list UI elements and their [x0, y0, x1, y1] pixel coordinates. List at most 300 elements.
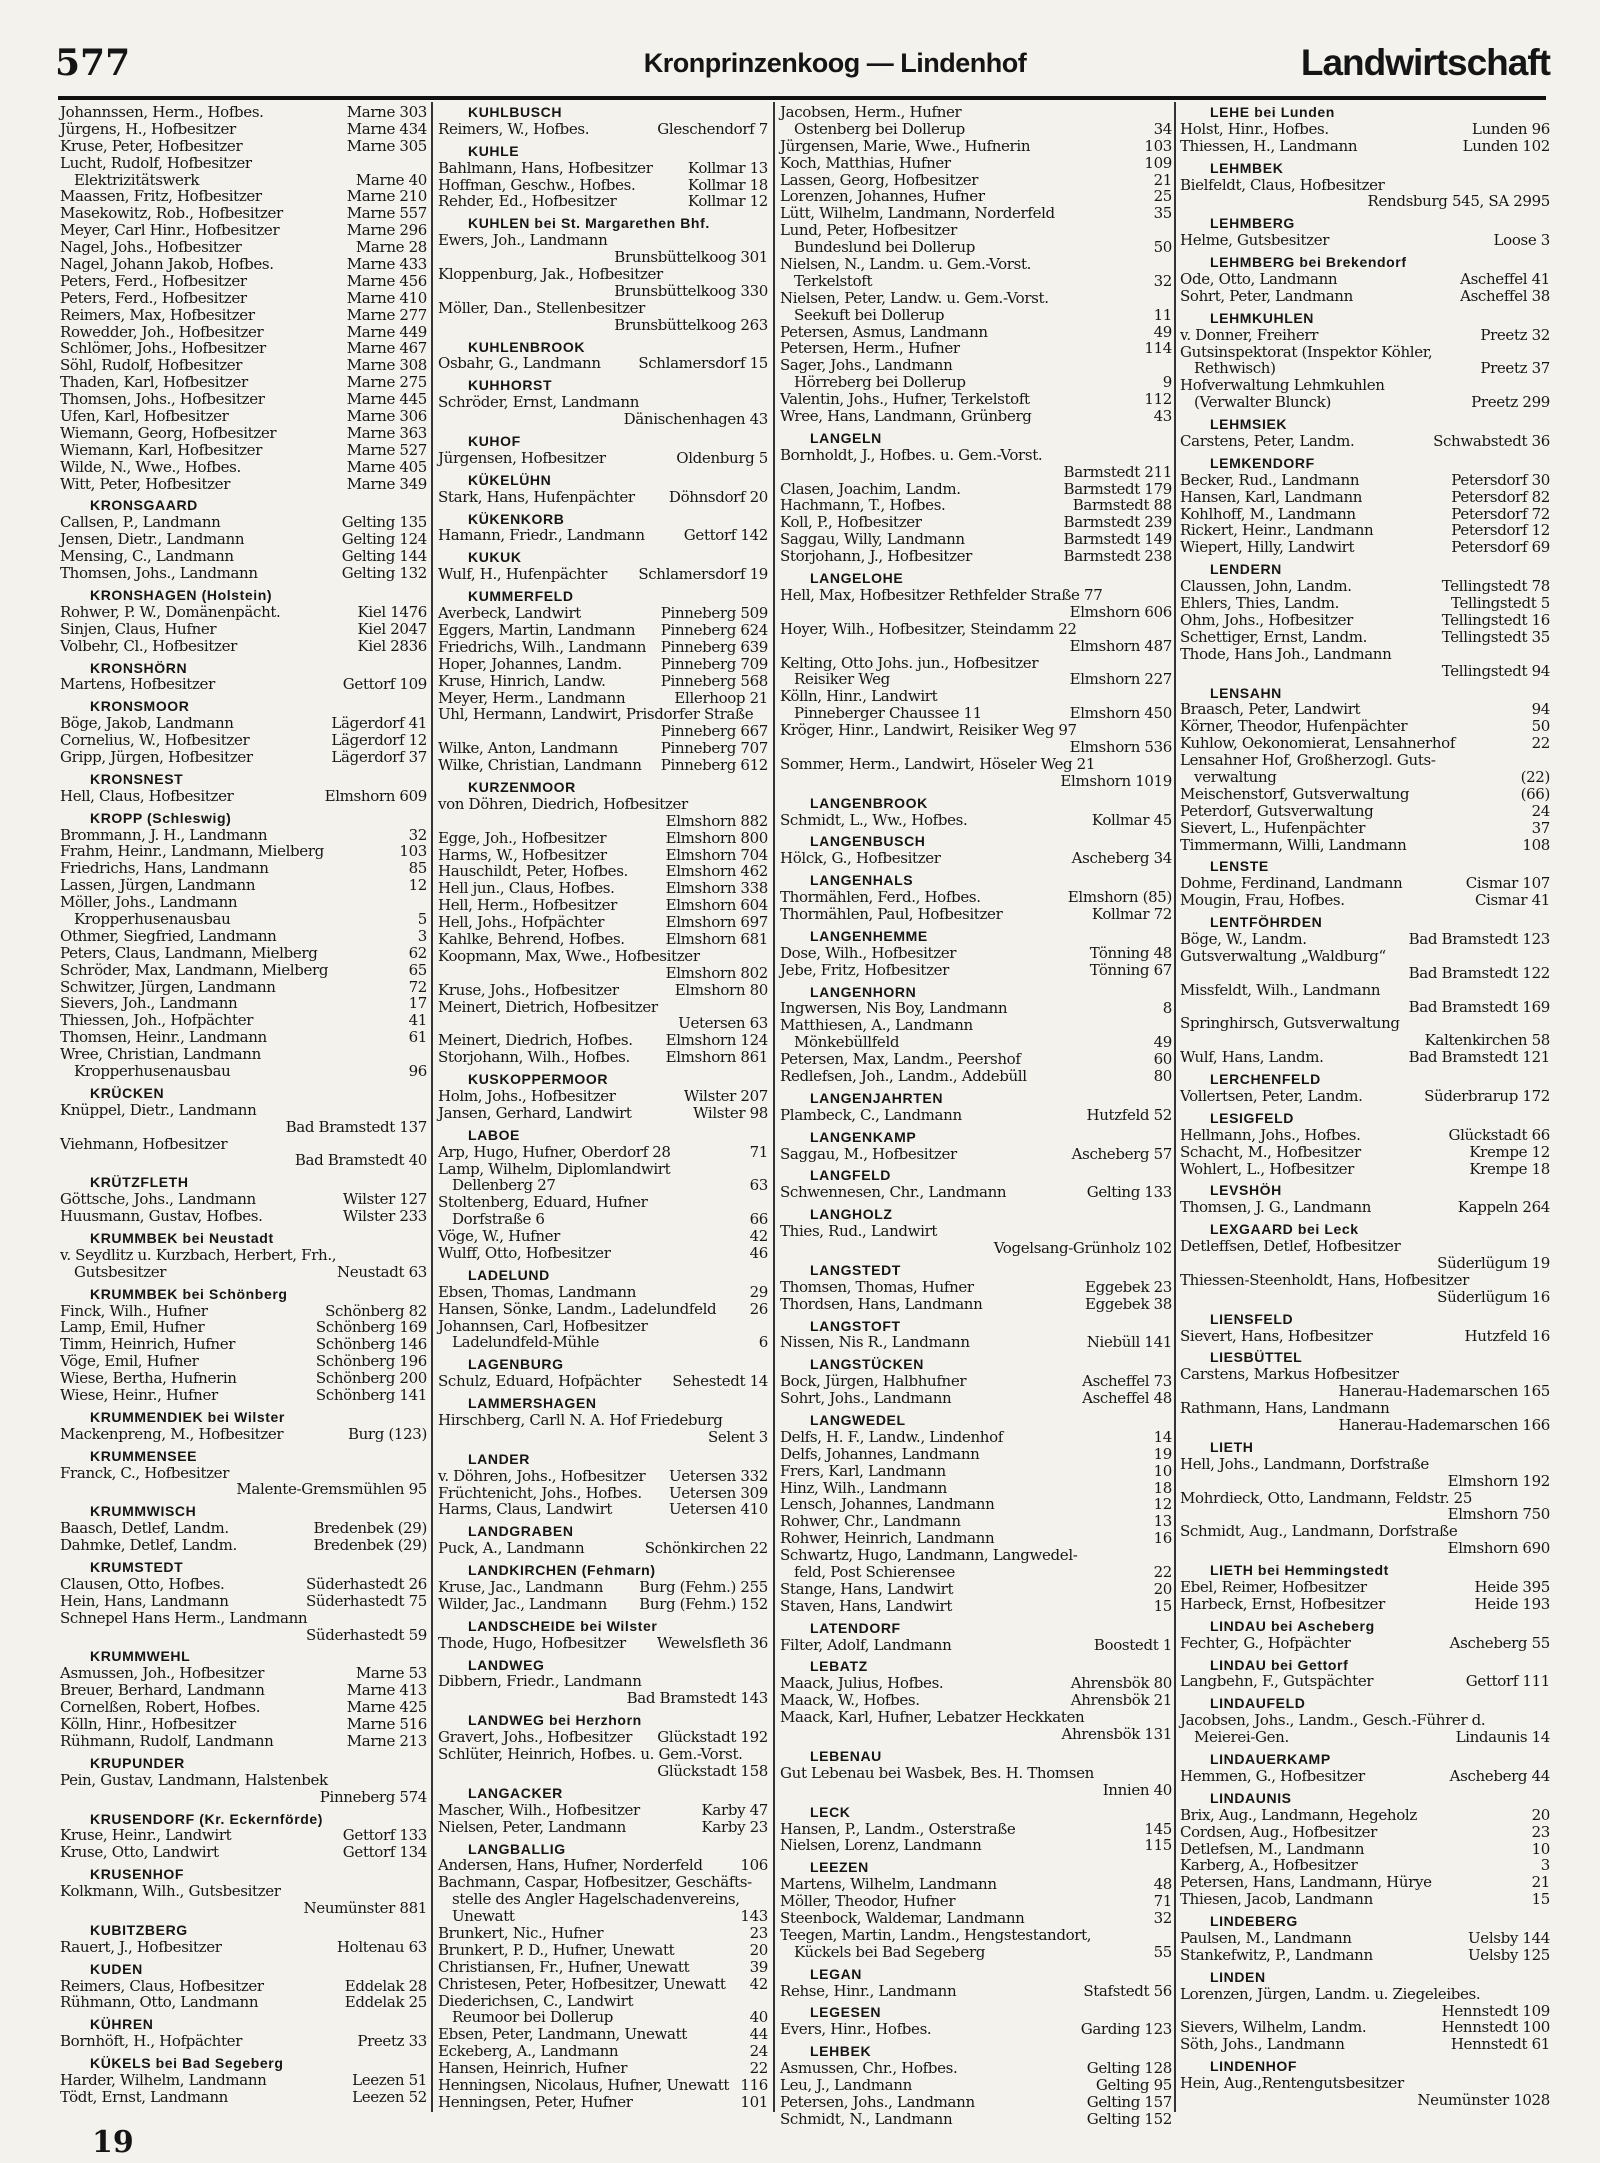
entry-phone: Bad Bramstedt 123: [1408, 929, 1550, 948]
entry-phone: Elmshorn 124: [665, 1031, 768, 1050]
directory-entry: [60, 172, 427, 189]
entry-phone: 145: [1144, 1819, 1172, 1838]
entry-name: Delfs, Johannes, Landmann: [780, 1444, 980, 1463]
entry-name: Reumoor bei Dollerup: [452, 2008, 614, 2027]
entry-name: Martens, Hofbesitzer: [60, 675, 215, 694]
directory-entry: [438, 1245, 768, 1262]
place-heading: LANGENHALS: [810, 872, 914, 889]
entry-name: Paulsen, M., Landmann: [1180, 1928, 1352, 1947]
entry-phone: Elmshorn 690: [1447, 1539, 1550, 1558]
place-heading: KURZENMOOR: [468, 778, 576, 795]
entry-name: Evers, Hinr., Hofbes.: [780, 2020, 932, 2039]
entry-phone: Gelting 133: [1086, 1183, 1172, 1202]
place-heading: KRUMMWEHL: [90, 1648, 191, 1665]
entry-phone: Burg (Fehm.) 152: [639, 1594, 768, 1613]
entry-name: Cornelßen, Robert, Hofbes.: [60, 1698, 261, 1717]
directory-entry: [1180, 506, 1550, 523]
place-heading: KRUMSTEDT: [90, 1559, 184, 1576]
entry-phone: Bad Bramstedt 137: [285, 1117, 427, 1136]
directory-entry: [780, 1893, 1172, 1910]
entry-phone: Tellingstedt 5: [1450, 594, 1550, 613]
entry-phone: Uetersen 332: [668, 1466, 768, 1485]
entry-name: Knüppel, Dietr., Landmann: [60, 1100, 257, 1119]
entry-phone: 48: [1153, 1875, 1172, 1894]
entry-name: Sievers, Joh., Landmann: [60, 994, 238, 1013]
entry-name: Helme, Gutsbesitzer: [1180, 231, 1330, 250]
entry-phone: Tellingstedt 94: [1441, 661, 1550, 680]
entry-continuation: [1180, 1032, 1550, 1049]
entry-name: Puck, A., Landmann: [438, 1539, 585, 1558]
entry-name: Hansen, Heinrich, Hufner: [438, 2059, 628, 2078]
entry-name: Früchtenicht, Johs., Hofbes.: [438, 1483, 642, 1502]
directory-entry: [438, 847, 768, 864]
directory-entry: [60, 676, 427, 693]
entry-phone: Barmstedt 149: [1063, 530, 1172, 549]
entry-phone: Gelting 132: [341, 564, 427, 583]
place-heading: KUHLENBROOK: [468, 338, 586, 355]
directory-entry: [438, 1485, 768, 1502]
entry-phone: Gettorf 134: [342, 1843, 427, 1862]
entry-phone: 50: [1153, 238, 1172, 257]
entry-continuation: [438, 1015, 768, 1032]
directory-entry: [60, 894, 427, 911]
entry-phone: Marne 425: [346, 1698, 427, 1717]
entry-name: Wiese, Bertha, Hufnerin: [60, 1369, 237, 1388]
entry-name: Storjohann, Wilh., Hofbes.: [438, 1048, 630, 1067]
directory-entry: [1180, 1824, 1550, 1841]
entry-name: Möller, Theodor, Hufner: [780, 1892, 956, 1911]
directory-entry: [438, 1579, 768, 1596]
directory-entry: [1180, 1712, 1550, 1729]
directory-entry: [1180, 1596, 1550, 1613]
entry-phone: Loose 3: [1493, 231, 1550, 250]
entry-name: Kelting, Otto Johs. jun., Hofbesitzer: [780, 653, 1039, 672]
entry-name: Pein, Gustav, Landmann, Halstenbek: [60, 1770, 328, 1789]
entry-phone: Marne 275: [346, 373, 427, 392]
entry-name: Johannsen, Carl, Hofbesitzer: [438, 1316, 648, 1335]
entry-continuation: [780, 739, 1172, 756]
directory-entry: [60, 307, 427, 324]
entry-name: Meinert, Dietrich, Hofbesitzer: [438, 997, 658, 1016]
entry-name: Kölln, Hinr., Landwirt: [780, 687, 938, 706]
entry-name: Schröder, Max, Landmann, Mielberg: [60, 960, 329, 979]
entry-name: Hellmann, Johs., Hofbes.: [1180, 1125, 1361, 1144]
entry-name: Missfeldt, Wilh., Landmann: [1180, 980, 1381, 999]
entry-name: Mensing, C., Landmann: [60, 547, 234, 566]
directory-entry: [60, 1303, 427, 1320]
entry-phone: Selent 3: [707, 1427, 768, 1446]
directory-entry: [438, 948, 768, 965]
entry-phone: Schlamersdorf 19: [638, 565, 768, 584]
entry-phone: Marne 210: [346, 187, 427, 206]
entry-name: Ebsen, Peter, Landmann, Unewatt: [438, 2025, 687, 2044]
place-heading: LAMMERSHAGEN: [468, 1395, 597, 1412]
entry-phone: Pinneberg 709: [660, 654, 768, 673]
entry-name: Bock, Jürgen, Halbhufner: [780, 1372, 967, 1391]
entry-continuation: [1180, 1473, 1550, 1490]
entry-name: Hell, Johs., Landmann, Dorfstraße: [1180, 1454, 1429, 1473]
directory-entry: [60, 843, 427, 860]
entry-name: Steenbock, Waldemar, Landmann: [780, 1908, 1025, 1927]
entry-phone: Gelting 157: [1086, 2092, 1172, 2111]
entry-name: Hörreberg bei Dollerup: [794, 373, 966, 392]
entry-phone: Oldenburg 5: [676, 448, 768, 467]
directory-entry: [60, 928, 427, 945]
entry-phone: Elmshorn 1019: [1060, 771, 1172, 790]
entry-phone: 103: [399, 842, 427, 861]
entry-phone: Barmstedt 239: [1063, 513, 1172, 532]
entry-phone: Burg (123): [347, 1424, 427, 1443]
directory-entry: [438, 1318, 768, 1335]
entry-continuation: [780, 1726, 1172, 1743]
entry-phone: Kiel 2836: [357, 636, 427, 655]
directory-entry: [1180, 1400, 1550, 1417]
entry-name: Sievert, Hans, Hofbesitzer: [1180, 1326, 1373, 1345]
entry-name: Wiemann, Georg, Hofbesitzer: [60, 423, 277, 442]
place-heading: KRONSGAARD: [90, 497, 198, 514]
entry-name: Rehse, Hinr., Landmann: [780, 1981, 957, 2000]
entry-name: Wulf, H., Hufenpächter: [438, 565, 608, 584]
entry-phone: Kiel 1476: [357, 602, 427, 621]
entry-phone: Niebüll 141: [1086, 1333, 1172, 1352]
entry-name: Gravert, Johs., Hofbesitzer: [438, 1728, 633, 1747]
directory-entry: [1180, 1015, 1550, 1032]
entry-name: Masekowitz, Rob., Hofbesitzer: [60, 204, 283, 223]
entry-phone: 49: [1153, 322, 1172, 341]
directory-entry: [60, 1046, 427, 1063]
place-heading: LEHMBEK: [1210, 159, 1284, 176]
directory-entry: [1180, 769, 1550, 786]
directory-entry: [438, 1105, 768, 1122]
entry-phone: Malente-Gremsmühlen 95: [236, 1480, 427, 1499]
entry-continuation: [438, 283, 768, 300]
entry-phone: Bredenbek (29): [313, 1519, 427, 1538]
directory-entry: [438, 266, 768, 283]
entry-name: Dohme, Ferdinand, Landmann: [1180, 874, 1403, 893]
directory-entry: [1180, 344, 1550, 361]
entry-name: Franck, C., Hofbesitzer: [60, 1463, 230, 1482]
directory-entry: [60, 1593, 427, 1610]
entry-name: Meyer, Carl Hinr., Hofbesitzer: [60, 221, 280, 240]
entry-name: Schwennesen, Chr., Landmann: [780, 1183, 1007, 1202]
entry-name: Rethwisch): [1194, 359, 1276, 378]
directory-entry: [1180, 138, 1550, 155]
entry-name: Brix, Aug., Landmann, Hegeholz: [1180, 1805, 1417, 1824]
directory-entry: [438, 1857, 768, 1874]
entry-phone: Pinneberg 624: [660, 620, 768, 639]
directory-entry: [60, 121, 427, 138]
directory-entry: [780, 1463, 1172, 1480]
entry-name: Othmer, Siegfried, Landmann: [60, 926, 277, 945]
entry-phone: 15: [1531, 1890, 1550, 1909]
directory-entry: [438, 1925, 768, 1942]
directory-entry: [438, 897, 768, 914]
place-heading: KUHLEN bei St. Margarethen Bhf.: [468, 215, 710, 232]
directory-entry: [780, 1675, 1172, 1692]
entry-name: Lütt, Wilhelm, Landmann, Norderfeld: [780, 204, 1055, 223]
entry-phone: 112: [1144, 390, 1172, 409]
directory-entry: [780, 1051, 1172, 1068]
entry-name: Hoffman, Geschw., Hofbes.: [438, 175, 636, 194]
entry-phone: (66): [1520, 784, 1550, 803]
directory-entry: [438, 639, 768, 656]
entry-phone: Elmshorn 227: [1069, 670, 1172, 689]
directory-entry: [60, 2072, 427, 2089]
directory-entry: [1180, 177, 1550, 194]
entry-phone: Lägerdorf 37: [331, 747, 427, 766]
entry-phone: 12: [408, 876, 427, 895]
directory-entry: [780, 374, 1172, 391]
entry-name: Sievert, L., Hufenpächter: [1180, 818, 1366, 837]
entry-name: Callsen, P., Landmann: [60, 513, 221, 532]
entry-phone: 3: [1540, 1856, 1550, 1875]
entry-name: Söth, Johs., Landmann: [1180, 2035, 1345, 2054]
entry-name: Sinjen, Claus, Hufner: [60, 619, 217, 638]
directory-entry: [780, 447, 1172, 464]
entry-phone: Krempe 18: [1469, 1159, 1550, 1178]
directory-entry: [780, 2060, 1172, 2077]
entry-name: Ingwersen, Nis Boy, Landmann: [780, 999, 1008, 1018]
directory-entry: [438, 1412, 768, 1429]
entry-name: Schmidt, Aug., Landmann, Dorfstraße: [1180, 1522, 1458, 1541]
entry-phone: Schlamersdorf 15: [638, 354, 768, 373]
entry-name: Hell jun., Claus, Hofbes.: [438, 879, 615, 898]
entry-phone: 14: [1153, 1427, 1172, 1446]
entry-continuation: [1180, 1255, 1550, 1272]
entry-phone: Neustadt 63: [337, 1262, 427, 1281]
directory-entry: [780, 121, 1172, 138]
entry-phone: Gelting 124: [341, 530, 427, 549]
directory-entry: [1180, 1579, 1550, 1596]
directory-entry: [780, 1821, 1172, 1838]
directory-entry: [60, 1682, 427, 1699]
directory-entry: [438, 796, 768, 813]
entry-phone: Elmshorn 606: [1069, 602, 1172, 621]
directory-entry: [60, 1772, 427, 1789]
entry-name: Langbehn, F., Gutspächter: [1180, 1672, 1374, 1691]
directory-entry: [1180, 1144, 1550, 1161]
entry-phone: Elmshorn 802: [665, 963, 768, 982]
entry-phone: 49: [1153, 1033, 1172, 1052]
entry-name: Saggau, Willy, Landmann: [780, 530, 965, 549]
entry-phone: 96: [408, 1061, 427, 1080]
place-heading: LENTFÖHRDEN: [1210, 914, 1323, 931]
place-heading: LINDAU bei Ascheberg: [1210, 1617, 1375, 1634]
directory-entry: [780, 1983, 1172, 2000]
place-heading: LANGENHEMME: [810, 927, 928, 944]
directory-entry: [1180, 1947, 1550, 1964]
place-heading: LEHMSIEK: [1210, 416, 1288, 433]
directory-entry: [60, 995, 427, 1012]
entry-name: Ladelundfeld-Mühle: [452, 1333, 600, 1352]
place-heading: KUBITZBERG: [90, 1921, 188, 1938]
place-heading: LEBENAU: [810, 1747, 882, 1764]
entry-phone: Barmstedt 211: [1063, 462, 1172, 481]
directory-entry: [438, 914, 768, 931]
entry-phone: Gettorf 142: [683, 526, 768, 545]
entry-phone: 103: [1144, 136, 1172, 155]
entry-name: Jacobsen, Johs., Landm., Gesch.-Führer d.: [1180, 1711, 1486, 1730]
place-heading: KRUMMWISCH: [90, 1503, 197, 1520]
entry-name: Kolkmann, Wilh., Gutsbesitzer: [60, 1882, 281, 1901]
directory-entry: [780, 104, 1172, 121]
entry-name: Valentin, Johs., Hufner, Terkelstoft: [780, 390, 1030, 409]
directory-entry: [1180, 327, 1550, 344]
entry-phone: Hanerau-Hademarschen 165: [1338, 1382, 1550, 1401]
directory-column-2: [438, 104, 768, 2114]
entry-name: Wiese, Heinr., Hufner: [60, 1386, 218, 1405]
entry-name: Frahm, Heinr., Landmann, Mielberg: [60, 842, 324, 861]
entry-phone: Wilster 233: [342, 1207, 427, 1226]
entry-name: Bahlmann, Hans, Hofbesitzer: [438, 158, 653, 177]
entry-phone: Karby 47: [701, 1800, 768, 1819]
entry-phone: Eggebek 23: [1085, 1277, 1172, 1296]
directory-entry: [60, 1370, 427, 1387]
entry-name: Kölln, Hinr., Hofbesitzer: [60, 1715, 236, 1734]
entry-name: Reimers, Claus, Hofbesitzer: [60, 1976, 264, 1995]
page-header: [55, 42, 1550, 94]
entry-phone: Ascheffel 48: [1082, 1389, 1172, 1408]
place-heading: LANGFELD: [810, 1167, 892, 1184]
directory-entry: [60, 1576, 427, 1593]
place-heading: KUHHORST: [468, 377, 553, 394]
entry-name: Osbahr, G., Landmann: [438, 354, 601, 373]
directory-entry: [438, 982, 768, 999]
directory-entry: [1180, 752, 1550, 769]
entry-name: Kruse, Otto, Landwirt: [60, 1843, 219, 1862]
place-heading: LANGACKER: [468, 1784, 563, 1801]
directory-entry: [1180, 539, 1550, 556]
place-heading: LEBATZ: [810, 1658, 868, 1675]
directory-entry: [438, 622, 768, 639]
entry-phone: Ahrensbök 131: [1061, 1725, 1172, 1744]
entry-phone: Schwabstedt 36: [1433, 432, 1550, 451]
entry-phone: 10: [1153, 1461, 1172, 1480]
entry-name: Thode, Hans Joh., Landmann: [1180, 644, 1392, 663]
entry-phone: 21: [1531, 1873, 1550, 1892]
entry-name: Sommer, Herm., Landwirt, Höseler Weg 21: [780, 754, 1096, 773]
entry-phone: Uetersen 63: [678, 1014, 768, 1033]
directory-entry: [1180, 595, 1550, 612]
entry-name: Rohwer, Heinrich, Landmann: [780, 1529, 995, 1548]
directory-entry: [780, 1530, 1172, 1547]
place-heading: KUHLE: [468, 142, 520, 159]
entry-phone: 12: [1153, 1495, 1172, 1514]
entry-name: Wree, Hans, Landmann, Grünberg: [780, 407, 1032, 426]
directory-entry: [438, 489, 768, 506]
entry-continuation: [780, 604, 1172, 621]
entry-continuation: [780, 638, 1172, 655]
entry-continuation: [60, 1900, 427, 1917]
directory-entry: [438, 999, 768, 1016]
directory-entry: [60, 1426, 427, 1443]
place-heading: LEEZEN: [810, 1859, 869, 1876]
entry-phone: 39: [749, 1957, 768, 1976]
entry-phone: 143: [740, 1907, 768, 1926]
entry-phone: Wilster 127: [342, 1190, 427, 1209]
entry-name: Fechter, G., Hofpächter: [1180, 1633, 1351, 1652]
entry-name: Eckeberg, A., Landmann: [438, 2042, 619, 2061]
directory-entry: [438, 931, 768, 948]
entry-phone: Brunsbüttelkoog 301: [614, 248, 768, 267]
entry-phone: Brunsbüttelkoog 330: [614, 281, 768, 300]
entry-name: Staven, Hans, Landwirt: [780, 1596, 953, 1615]
place-heading: LEGESEN: [810, 2004, 882, 2021]
directory-entry: [1180, 121, 1550, 138]
directory-entry: [780, 324, 1172, 341]
entry-name: v. Döhren, Johs., Hofbesitzer: [438, 1466, 646, 1485]
directory-entry: [60, 1699, 427, 1716]
directory-entry: [438, 394, 768, 411]
directory-entry: [1180, 803, 1550, 820]
entry-phone: Heide 193: [1474, 1594, 1550, 1613]
entry-phone: Schönberg 196: [315, 1352, 427, 1371]
entry-phone: Marne 308: [346, 356, 427, 375]
entry-name: Asmussen, Chr., Hofbes.: [780, 2059, 958, 2078]
entry-phone: Marne 434: [346, 119, 427, 138]
entry-name: Timm, Heinrich, Hufner: [60, 1335, 236, 1354]
directory-entry: [780, 1547, 1172, 1564]
place-heading: KUKUK: [468, 549, 522, 566]
entry-phone: Cismar 41: [1474, 891, 1550, 910]
entry-name: Koch, Matthias, Hufner: [780, 153, 951, 172]
entry-name: Jürgensen, Hofbesitzer: [438, 448, 606, 467]
place-heading: LADELUND: [468, 1266, 550, 1283]
entry-phone: 44: [749, 2025, 768, 2044]
entry-phone: Petersdorf 69: [1451, 538, 1550, 557]
column-divider: [773, 102, 775, 2112]
directory-entry: [1180, 2019, 1550, 2036]
entry-name: Möller, Johs., Landmann: [60, 893, 238, 912]
entry-phone: Tönning 48: [1089, 943, 1172, 962]
entry-name: Sager, Johs., Landmann: [780, 356, 953, 375]
entry-phone: Elmshorn (85): [1067, 888, 1172, 907]
entry-phone: Sehestedt 14: [672, 1372, 768, 1391]
directory-entry: [60, 459, 427, 476]
entry-name: Brommann, J. H., Landmann: [60, 825, 268, 844]
directory-entry: [438, 1942, 768, 1959]
directory-entry: [780, 2111, 1172, 2128]
entry-continuation: [438, 249, 768, 266]
entry-name: Cornelius, W., Hofbesitzer: [60, 731, 250, 750]
directory-entry: [1180, 629, 1550, 646]
entry-phone: Ascheffel 41: [1460, 270, 1550, 289]
entry-continuation: [438, 411, 768, 428]
entry-name: Lassen, Jürgen, Landmann: [60, 876, 256, 895]
entry-phone: Süderhastedt 26: [305, 1574, 427, 1593]
directory-entry: [60, 1733, 427, 1750]
entry-name: Detlefsen, M., Landmann: [1180, 1839, 1365, 1858]
entry-name: Jürgensen, Marie, Wwe., Hufnerin: [780, 136, 1031, 155]
place-heading: KRUPUNDER: [90, 1754, 185, 1771]
directory-entry: [60, 408, 427, 425]
directory-entry: [438, 673, 768, 690]
entry-phone: Lägerdorf 12: [331, 731, 427, 750]
entry-phone: Marne 296: [346, 221, 427, 240]
entry-phone: 71: [749, 1142, 768, 1161]
entry-phone: 41: [408, 1011, 427, 1030]
entry-name: Harder, Wilhelm, Landmann: [60, 2070, 267, 2089]
entry-phone: 85: [408, 859, 427, 878]
directory-entry: [438, 1284, 768, 1301]
directory-entry: [60, 1978, 427, 1995]
entry-phone: 15: [1153, 1596, 1172, 1615]
entry-name: Dorfstraße 6: [452, 1210, 545, 1229]
directory-entry: [438, 1211, 768, 1228]
entry-name: Petersen, Max, Landm., Peershof: [780, 1050, 1021, 1069]
entry-name: Rohwer, P. W., Domänenpächt.: [60, 602, 281, 621]
entry-phone: Marne 410: [346, 288, 427, 307]
